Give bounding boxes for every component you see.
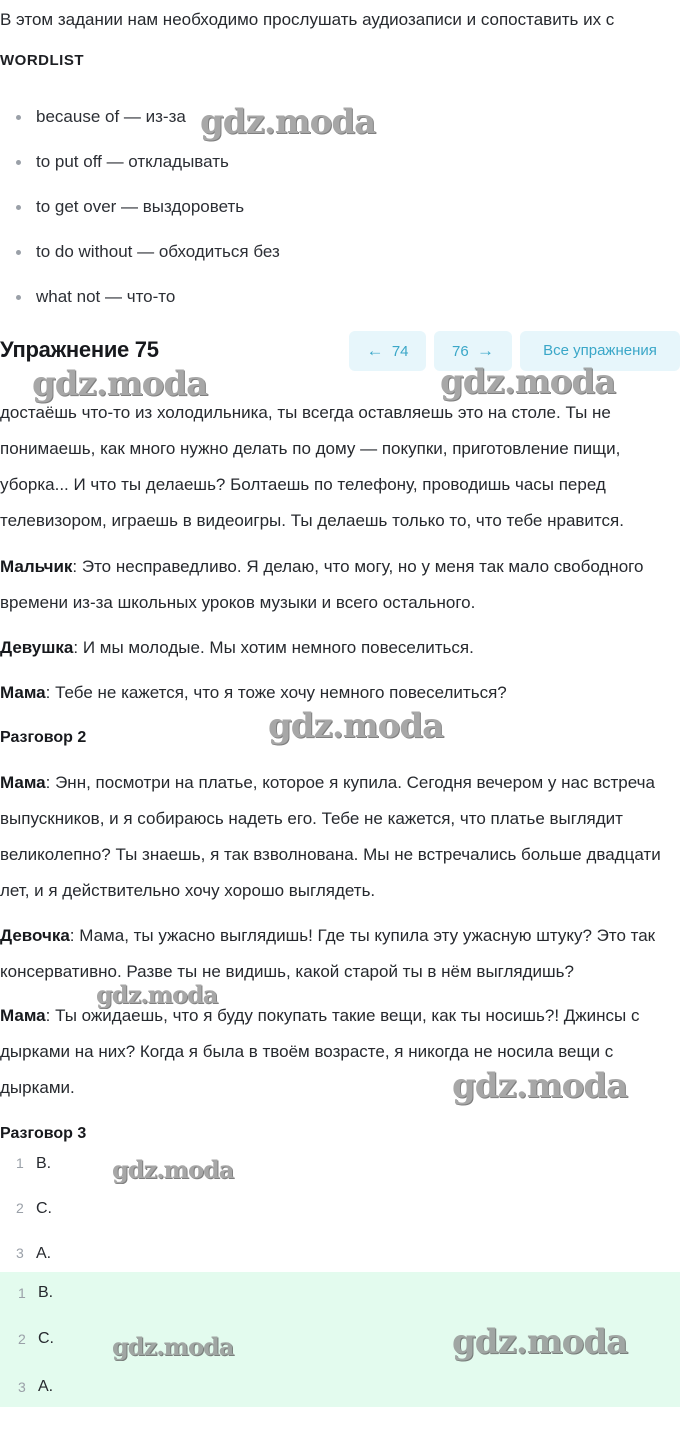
speaker-name: Мама: [0, 683, 46, 702]
paragraph: достаёшь что-то из холодильника, ты всегда оставляешь это на столе. Ты не понимаешь, как много нужно делать по дому — покупки, приготовление пищи, уборка... И что ты делаешь? Болтаешь по телефону, проводишь часы перед телевизором, играешь в видеоигры. Ты делаешь только то, что тебе нравится.: [0, 403, 624, 530]
bullet-icon: [16, 115, 21, 120]
answer-item: 3 A.: [18, 1378, 54, 1395]
next-exercise-button[interactable]: 76 →: [434, 331, 512, 371]
bullet-icon: [16, 250, 21, 255]
speaker-name: Мама: [0, 1006, 46, 1025]
dialogue-line: Девочка: Мама, ты ужасно выглядишь! Где ты купила эту ужасную штуку? Это так консервативно. Разве ты не видишь, какой старой ты в нём выглядишь?: [0, 926, 656, 981]
wordlist-item: to get over — выздороветь: [0, 190, 280, 235]
watermark-logo: gdz.moda: [440, 362, 616, 402]
speaker-name: Девочка: [0, 926, 70, 945]
answer-item: 3 A.: [16, 1245, 52, 1262]
watermark-logo: gdz.moda: [112, 1155, 234, 1184]
answer-item: 1 B.: [16, 1155, 52, 1172]
watermark-logo: gdz.moda: [452, 1322, 628, 1362]
watermark-logo: gdz.moda: [96, 980, 218, 1009]
wordlist-item: because of — из-за: [0, 100, 280, 145]
speaker-name: Девушка: [0, 638, 74, 657]
answer-highlight-box: [0, 1272, 680, 1407]
dialogue-line: Мама: Энн, посмотри на платье, которое я купила. Сегодня вечером у нас встреча выпускников, и я собираюсь надеть его. Тебе не кажется, что платье выглядит великолепно? Ты знаешь, я так взволнована. Мы не встречались больше двадцати лет, и я действительно хочу хорошо выглядеть.: [0, 773, 661, 900]
watermark-logo: gdz.moda: [112, 1332, 234, 1361]
speaker-name: Мама: [0, 773, 46, 792]
bullet-icon: [16, 295, 21, 300]
arrow-left-icon: ←: [366, 341, 384, 360]
conversation-title: Разговор 3: [0, 1125, 87, 1142]
arrow-right-icon: →: [477, 341, 495, 360]
all-exercises-button[interactable]: Все упражнения: [520, 331, 680, 371]
dialogue-line: Мама: Тебе не кажется, что я тоже хочу немного повеселиться?: [0, 683, 507, 702]
prev-exercise-button[interactable]: ← 74: [349, 331, 426, 371]
speaker-name: Мальчик: [0, 557, 73, 576]
bullet-icon: [16, 205, 21, 210]
watermark-logo: gdz.moda: [200, 102, 376, 142]
bullet-icon: [16, 160, 21, 165]
dialogue-line: Мама: Ты ожидаешь, что я буду покупать такие вещи, как ты носишь?! Джинсы с дырками на них? Когда я была в твоём возрасте, я никогда не носила вещи с дырками.: [0, 1006, 640, 1097]
wordlist: [0, 100, 280, 325]
answer-item: 2 C.: [16, 1200, 52, 1217]
wordlist-item: to do without — обходиться без: [0, 235, 280, 280]
dialogue-line: Мальчик: Это несправедливо. Я делаю, что могу, но у меня так мало свободного времени из-за школьных уроков музыки и всего остального.: [0, 557, 644, 612]
answer-item: 2 C.: [18, 1330, 54, 1347]
watermark-logo: gdz.moda: [452, 1066, 628, 1106]
answer-item: 1 B.: [18, 1284, 54, 1301]
wordlist-title: WORDLIST: [0, 52, 84, 69]
wordlist-item: what not — что-то: [0, 280, 280, 325]
exercise-title: Упражнение 75: [0, 337, 159, 362]
wordlist-item: to put off — откладывать: [0, 145, 280, 190]
watermark-logo: gdz.moda: [268, 706, 444, 746]
intro-text: В этом задании нам необходимо прослушать аудиозаписи и сопоставить их с: [0, 10, 615, 29]
conversation-title: Разговор 2: [0, 729, 87, 746]
dialogue-line: Девушка: И мы молодые. Мы хотим немного повеселиться.: [0, 638, 474, 657]
watermark-logo: gdz.moda: [32, 364, 208, 404]
